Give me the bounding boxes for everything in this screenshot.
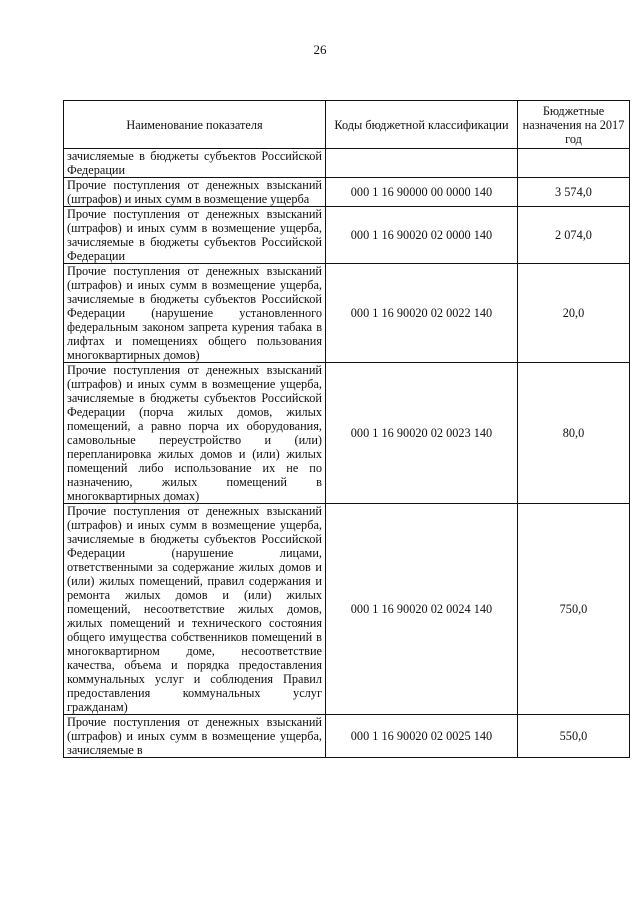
row-sum: 550,0 [518, 715, 630, 758]
table-row [64, 363, 630, 504]
row-sum: 20,0 [518, 264, 630, 363]
row-code: 000 1 16 90020 02 0023 140 [326, 363, 518, 504]
row-name: Прочие поступления от денежных взысканий (штрафов) и иных сумм в возмещение ущерба, зачисляемые в бюджеты субъектов Российской Федерации (порча жилых домов, жилых помещений, а равно порча их оборудования, самовольные переустройство и (или) перепланировка жилых домов и (или) жилых помещений либо использование их не по назначению, жилых помещений в многоквартирных домах) [64, 363, 326, 504]
row-name: Прочие поступления от денежных взысканий (штрафов) и иных сумм в возмещение ущерба, зачисляемые в [64, 715, 326, 758]
header-code: Коды бюджетной классификации [326, 101, 518, 149]
row-sum: 3 574,0 [518, 178, 630, 207]
row-name: Прочие поступления от денежных взысканий (штрафов) и иных сумм в возмещение ущерба [64, 178, 326, 207]
row-code [326, 149, 518, 178]
row-code: 000 1 16 90020 02 0024 140 [326, 504, 518, 715]
row-code: 000 1 16 90020 02 0000 140 [326, 207, 518, 264]
row-sum: 750,0 [518, 504, 630, 715]
row-name: Прочие поступления от денежных взысканий (штрафов) и иных сумм в возмещение ущерба, зачисляемые в бюджеты субъектов Российской Федерации [64, 207, 326, 264]
table-row [64, 149, 630, 178]
row-code: 000 1 16 90020 02 0022 140 [326, 264, 518, 363]
table-row [64, 504, 630, 715]
row-code: 000 1 16 90000 00 0000 140 [326, 178, 518, 207]
row-code: 000 1 16 90020 02 0025 140 [326, 715, 518, 758]
row-name: Прочие поступления от денежных взысканий (штрафов) и иных сумм в возмещение ущерба, зачисляемые в бюджеты субъектов Российской Федерации (нарушение лицами, ответственными за содержание жилых домов и (или) жилых помещений, правил содержания и ремонта жилых домов и (или) жилых помещений, несоответствие жилых домов, жилых помещений и технического состояния общего имущества собственников помещений в многоквартирном доме, несоответствие качества, объема и порядка предоставления коммунальных услуг и соблюдения Правил предоставления коммунальных услуг гражданам) [64, 504, 326, 715]
header-sum: Бюджетные назначения на 2017 год [518, 101, 630, 149]
row-sum: 80,0 [518, 363, 630, 504]
table-header-row [64, 101, 630, 149]
table-row [64, 178, 630, 207]
header-name: Наименование показателя [64, 101, 326, 149]
table-row [64, 715, 630, 758]
page-number: 26 [313, 42, 327, 57]
row-sum: 2 074,0 [518, 207, 630, 264]
table-row [64, 207, 630, 264]
row-name: Прочие поступления от денежных взысканий (штрафов) и иных сумм в возмещение ущерба, зачисляемые в бюджеты субъектов Российской Федерации (нарушение установленного федеральным законом запрета курения табака в лифтах и помещениях общего пользования многоквартирных домов) [64, 264, 326, 363]
budget-table [63, 100, 630, 758]
table-row [64, 264, 630, 363]
row-sum [518, 149, 630, 178]
row-name: зачисляемые в бюджеты субъектов Российской Федерации [64, 149, 326, 178]
